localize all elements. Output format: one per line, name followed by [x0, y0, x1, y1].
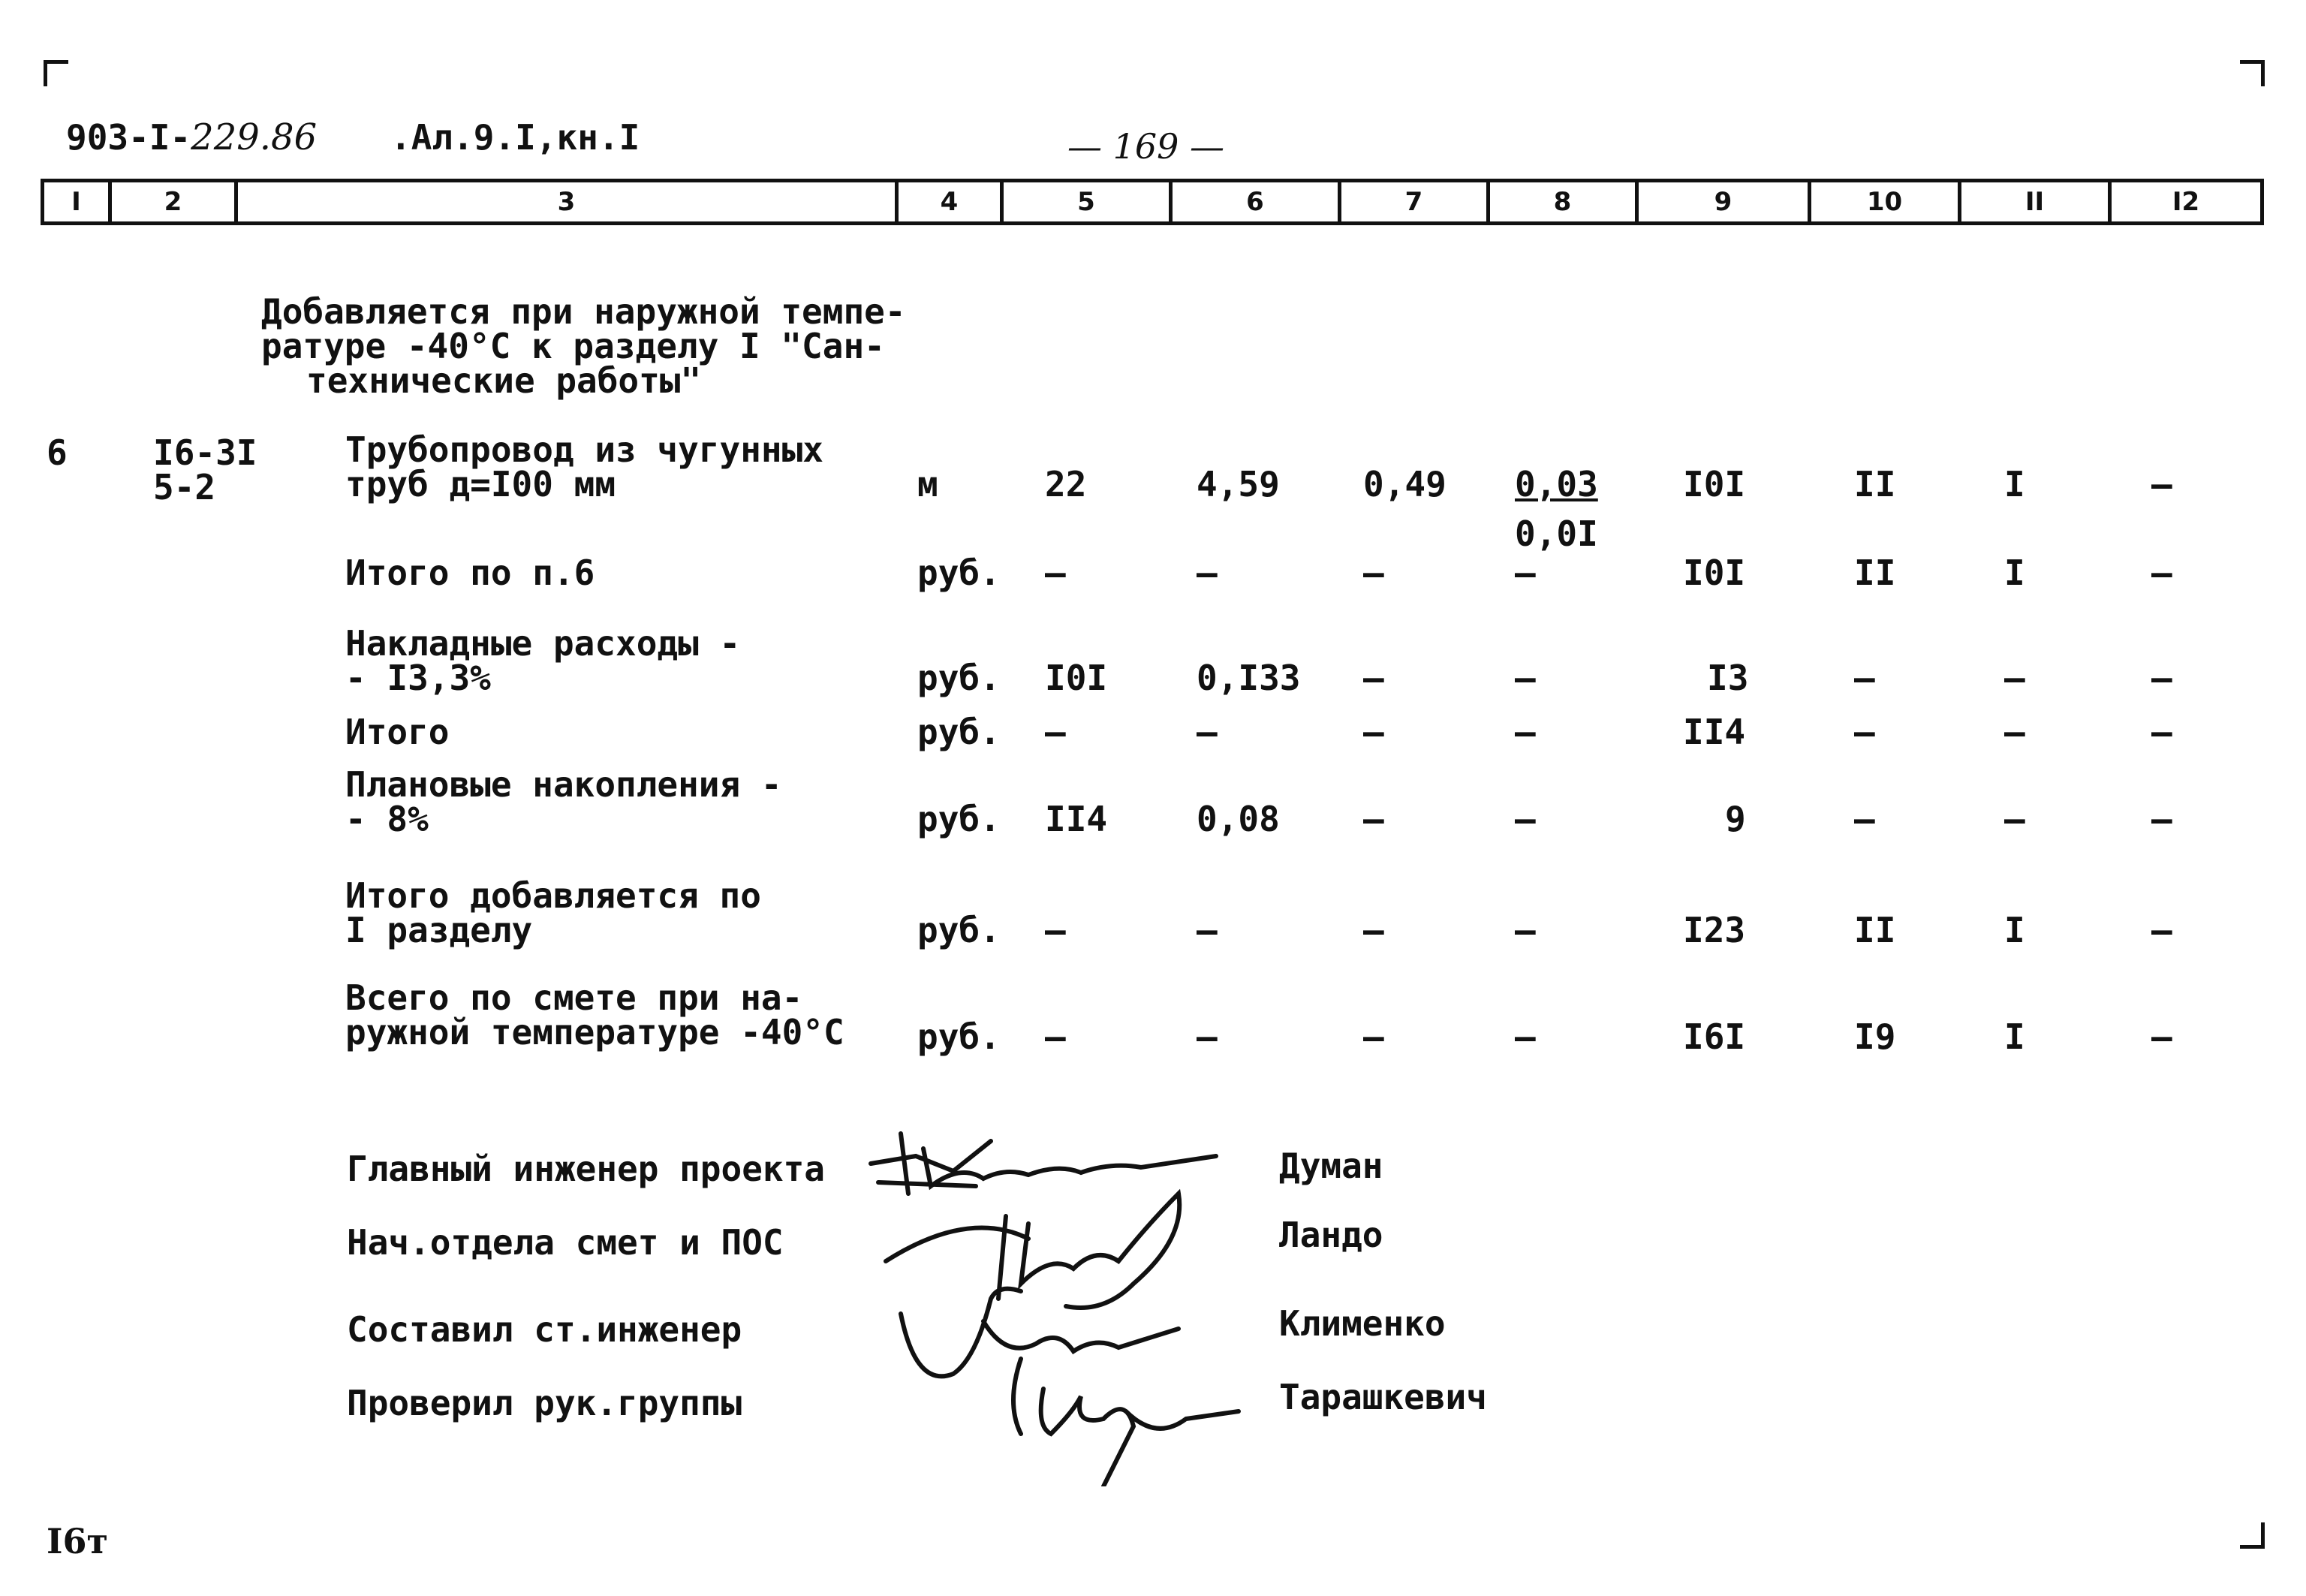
header-col-5: 5	[1004, 182, 1173, 221]
row-desc-line-2: - 8%	[345, 799, 429, 839]
row-col11: –	[2004, 799, 2025, 839]
row-unit: руб.	[917, 658, 1001, 698]
row-desc-line-1: Всего по смете при на-	[345, 977, 803, 1018]
row-col10: II	[1854, 464, 1896, 504]
page-number: — 169 —	[1067, 126, 1225, 167]
row-col12: –	[2151, 712, 2172, 752]
row-number: 6	[47, 432, 68, 473]
row-desc-line-2: труб д=I00 мм	[345, 464, 616, 504]
row-desc-line-1: Трубопровод из чугунных	[345, 429, 823, 470]
row-desc-line-1: Накладные расходы -	[345, 623, 741, 664]
row-col5: –	[1045, 910, 1066, 950]
row-col8: 0,03	[1515, 464, 1598, 504]
row-col8: –	[1515, 799, 1536, 839]
row-col11: I	[2004, 553, 2025, 593]
footer-mark: I6т	[47, 1521, 109, 1561]
header-col-1: I	[44, 182, 112, 221]
row-col12: –	[2151, 553, 2172, 593]
row-col6: 0,I33	[1197, 658, 1301, 698]
row-col11: I	[2004, 464, 2025, 504]
row-col6: 4,59	[1197, 464, 1280, 504]
row-col6: 0,08	[1197, 799, 1280, 839]
row-code-line-1: I6-3I	[153, 432, 257, 473]
header-col-2: 2	[112, 182, 238, 221]
row-col5: –	[1045, 1016, 1066, 1057]
row-col8: –	[1515, 553, 1536, 593]
row-col7: –	[1363, 712, 1384, 752]
row-col9: I0I	[1683, 553, 1746, 593]
handwritten-signature-4	[998, 1344, 1246, 1486]
row-col11: I	[2004, 910, 2025, 950]
row-col12: –	[2151, 799, 2172, 839]
document-code-handwritten: 229.86	[191, 116, 318, 158]
row-unit: руб.	[917, 910, 1001, 950]
row-col7: –	[1363, 910, 1384, 950]
row-col8: –	[1515, 1016, 1536, 1057]
signature-role: Главный инженер проекта	[347, 1149, 825, 1189]
row-col7: –	[1363, 1016, 1384, 1057]
intro-line-2: ратуре -40°С к разделу I "Сан-	[261, 326, 885, 366]
row-unit: руб.	[917, 712, 1001, 752]
header-col-9: 9	[1639, 182, 1811, 221]
row-col6: –	[1197, 553, 1218, 593]
row-desc-line-2: - I3,3%	[345, 658, 491, 698]
row-col8: –	[1515, 712, 1536, 752]
row-unit: руб.	[917, 553, 1001, 593]
header-col-8: 8	[1490, 182, 1639, 221]
row-desc-line-1: Итого по п.6	[345, 553, 595, 593]
row-col8-second: 0,0I	[1515, 513, 1598, 554]
row-unit: м	[917, 464, 938, 504]
signature-name: Думан	[1279, 1146, 1383, 1186]
row-col9: I23	[1683, 910, 1746, 950]
row-col9: I6I	[1683, 1016, 1746, 1057]
row-col9: I0I	[1683, 464, 1746, 504]
row-col5: II4	[1045, 799, 1108, 839]
intro-line-3: технические работы"	[306, 360, 702, 401]
signature-role: Составил ст.инженер	[347, 1309, 742, 1350]
row-code-line-2: 5-2	[153, 467, 216, 507]
signature-name: Клименко	[1279, 1303, 1446, 1344]
corner-mark-top-right	[2240, 60, 2265, 86]
header-col-12: I2	[2172, 187, 2200, 217]
row-col11: –	[2004, 658, 2025, 698]
row-desc-line-1: Плановые накопления -	[345, 764, 782, 805]
row-col7: –	[1363, 799, 1384, 839]
row-col5: –	[1045, 553, 1066, 593]
signature-role: Нач.отдела смет и ПОС	[347, 1222, 784, 1263]
row-col9: 9	[1725, 799, 1746, 839]
row-col12: –	[2151, 658, 2172, 698]
row-col9: II4	[1683, 712, 1746, 752]
signature-name: Тарашкевич	[1279, 1377, 1487, 1417]
row-col12: –	[2151, 910, 2172, 950]
row-col8: –	[1515, 658, 1536, 698]
row-col10: –	[1854, 712, 1875, 752]
row-col7: –	[1363, 553, 1384, 593]
row-col5: 22	[1045, 464, 1087, 504]
row-col11: I	[2004, 1016, 2025, 1057]
row-col6: –	[1197, 1016, 1218, 1057]
row-col11: –	[2004, 712, 2025, 752]
intro-line-1: Добавляется при наружной темпе-	[261, 291, 906, 332]
row-col6: –	[1197, 712, 1218, 752]
row-desc-line-2: ружной температуре -40°С	[345, 1012, 844, 1052]
header-col-10: 10	[1811, 182, 1961, 221]
row-col10: –	[1854, 799, 1875, 839]
signature-role: Проверил рук.группы	[347, 1383, 742, 1423]
row-col10: I9	[1854, 1016, 1896, 1057]
signature-name: Ландо	[1279, 1215, 1383, 1255]
row-col5: I0I	[1045, 658, 1108, 698]
row-desc-line-1: Итого	[345, 712, 450, 752]
document-code	[66, 116, 318, 158]
row-col7: –	[1363, 658, 1384, 698]
row-col8: –	[1515, 910, 1536, 950]
row-col9: I3	[1707, 658, 1749, 698]
row-col12: –	[2151, 464, 2172, 504]
header-col-6: 6	[1173, 182, 1341, 221]
header-col-7: 7	[1341, 182, 1490, 221]
row-unit: руб.	[917, 799, 1001, 839]
album-reference: .Ал.9.I,кн.I	[390, 117, 640, 158]
row-col12: –	[2151, 1016, 2172, 1057]
row-col5: –	[1045, 712, 1066, 752]
row-desc-line-1: Итого добавляется по	[345, 875, 761, 916]
row-unit: руб.	[917, 1016, 1001, 1057]
header-col-3: 3	[238, 182, 899, 221]
row-col10: II	[1854, 553, 1896, 593]
row-col10: –	[1854, 658, 1875, 698]
corner-mark-bottom-right	[2240, 1522, 2265, 1549]
row-col6: –	[1197, 910, 1218, 950]
header-col-11: II	[1961, 182, 2112, 221]
row-col10: II	[1854, 910, 1896, 950]
document-code-printed: 903-I-	[66, 117, 191, 158]
corner-mark-top-left	[44, 60, 68, 86]
row-desc-line-2: I разделу	[345, 910, 533, 950]
header-col-4: 4	[899, 182, 1004, 221]
column-number-header	[41, 179, 2264, 225]
row-col7: 0,49	[1363, 464, 1447, 504]
